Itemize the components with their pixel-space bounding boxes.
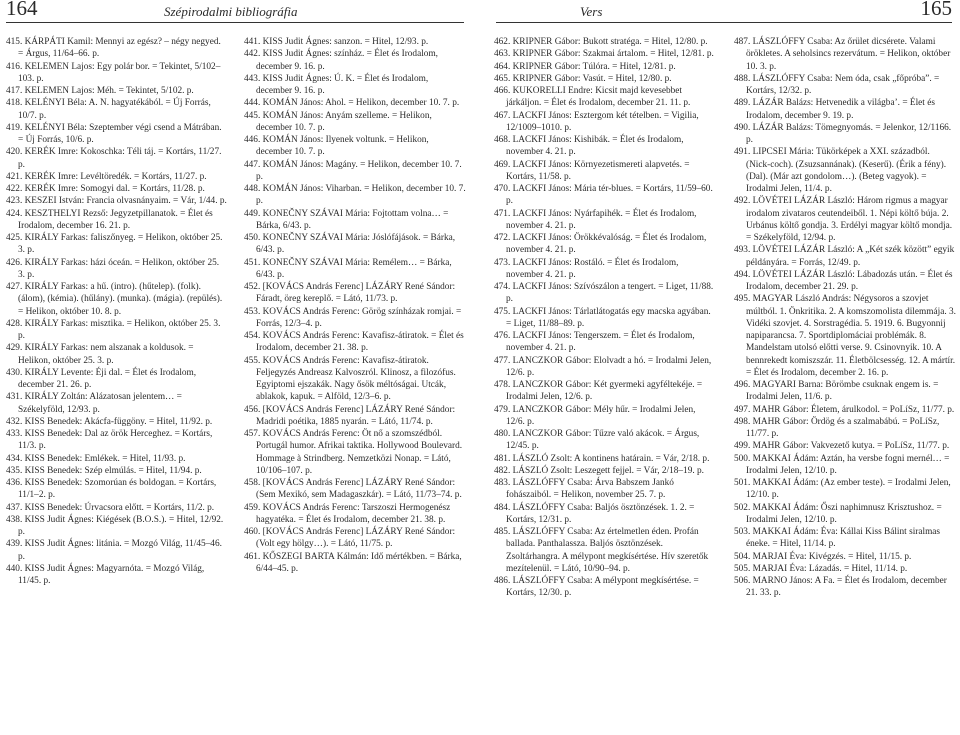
bibliography-entry: 422. KERÉK Imre: Somogyi dal. = Kortárs, 11/28. p. bbox=[6, 184, 205, 194]
bibliography-entry: 415. KÁRPÁTI Kamil: Mennyi az egész? – négy negyed. = Árgus, 11/64–66. p. bbox=[6, 37, 221, 60]
bibliography-entry: 448. KOMÁN János: Viharban. = Helikon, december 10. 7. p. bbox=[244, 184, 466, 207]
bibliography-entry: 500. MAKKAI Ádám: Aztán, ha versbe fogni mernél… = Irodalmi Jelen, 12/10. p. bbox=[734, 453, 950, 476]
bibliography-entry: 485. LÁSZLÓFFY Csaba: Az értelmetlen éden. Profán ballada. Panthalassza. Baljós ösztönzések. Zsoltárhangra. A mélypont megkísértése. Hív szeretők mezítelenül. = Látó, 10/90–94. p. bbox=[494, 527, 709, 574]
bibliography-entry: 458. [KOVÁCS András Ferenc] LÁZÁRY René Sándor: (Sem Mexikó, sem Madagaszkár). = Látó, 11/73–74. p. bbox=[244, 478, 462, 501]
bibliography-entry: 428. KIRÁLY Farkas: misztika. = Helikon, október 25. 3. p. bbox=[6, 318, 221, 341]
bibliography-entry: 421. KERÉK Imre: Levéltöredék. = Kortárs, 11/27. p. bbox=[6, 171, 207, 182]
right-page-number: 165 bbox=[920, 0, 952, 20]
bibliography-entry: 417. KELEMEN Lajos: Méh. = Tekintet, 5/102. p. bbox=[6, 86, 194, 96]
bibliography-entry: 477. LANCZKOR Gábor: Elolvadt a hó. = Irodalmi Jelen, 12/6. p. bbox=[494, 355, 712, 378]
bibliography-entry: 489. LÁZÁR Balázs: Hetvenedik a világba’. = Élet és Irodalom, december 9. 19. p. bbox=[734, 98, 935, 121]
bibliography-entry: 437. KISS Benedek: Úrvacsora előtt. = Kortárs, 11/2. p. bbox=[6, 502, 215, 513]
bibliography-entry: 474. LACKFI János: Szívószálon a tengert. = Liget, 11/88. p. bbox=[494, 282, 714, 305]
bibliography-entry: 502. MAKKAI Ádám: Őszi naphimnusz Krisztushoz. = Irodalmi Jelen, 12/10. p. bbox=[734, 502, 942, 525]
bibliography-entry: 420. KERÉK Imre: Kokoschka: Téli táj. = Kortárs, 11/27. p. bbox=[6, 147, 222, 170]
bibliography-entry: 470. LACKFI János: Mária tér-blues. = Kortárs, 11/59–60. p. bbox=[494, 184, 713, 207]
bibliography-entry: 444. KOMÁN János: Ahol. = Helikon, december 10. 7. p. bbox=[244, 98, 460, 109]
left-page-number: 164 bbox=[6, 0, 38, 20]
bibliography-entry: 431. KIRÁLY Zoltán: Alázatosan jelentem… = Székelyföld, 12/93. p. bbox=[6, 392, 182, 415]
bibliography-entry: 498. MAHR Gábor: Ördög és a szalmabábú. = PoLíSz, 11/77. p. bbox=[734, 416, 940, 439]
bibliography-entry: 492. LÖVÉTEI LÁZÁR László: Három rigmus a magyar irodalom zivataros ceutendeiből. 1. Népi költő búja. 2. Urbánus költő gondja. 3. Erdélyi magyar költő mondja. = Székelyföld, 12/94. p. bbox=[734, 196, 953, 243]
bibliography-entry: 418. KELÉNYI Béla: A. N. hagyatékából. = Új Forrás, 10/7. p. bbox=[6, 98, 211, 121]
bibliography-entry: 475. LACKFI János: Tárlatlátogatás egy macska agyában. = Liget, 11/88–89. p. bbox=[494, 306, 711, 329]
bibliography-entry: 496. MAGYARI Barna: Börömbe csuknak engem is. = Irodalmi Jelen, 11/6. p. bbox=[734, 380, 939, 403]
bibliography-entry: 435. KISS Benedek: Szép elmúlás. = Hitel, 11/94. p. bbox=[6, 465, 202, 476]
bibliography-entry: 478. LANCZKOR Gábor: Két gyermeki agyféltekéje. = Irodalmi Jelen, 12/6. p. bbox=[494, 380, 703, 403]
bibliography-entry: 467. LACKFI János: Esztergom két tételben. = Vigilia, 12/1009–1010. p. bbox=[494, 110, 699, 133]
bibliography-entry: 476. LACKFI János: Tengerszem. = Élet és Irodalom, november 4. 21. p. bbox=[494, 331, 695, 354]
right-running-title: Vers bbox=[580, 4, 603, 19]
left-column-1 bbox=[6, 36, 228, 587]
bibliography-entry: 490. LÁZÁR Balázs: Tömegnyomás. = Jelenkor, 12/1166. p. bbox=[734, 122, 952, 145]
bibliography-entry: 495. MAGYAR László András: Négysoros a szovjet múltból. 1. Önkritika. 2. A komszomolista dilemmája. 3. Vidéki szovjet. 4. Sorstragédia. 5. 1919. 6. Bugyonnij napiparancsa. 7. Sportdiplomáciai problémák. 8. Mandelstam utolsó előtti verse. 9. Csinovnyik. 10. A bennrekedt komiszszár. 11. Életbölcsesség. 12. A mártír. = Élet és Irodalom, december 2. 16. p. bbox=[734, 294, 956, 378]
bibliography-entry: 464. KRIPNER Gábor: Túlóra. = Hitel, 12/81. p. bbox=[494, 61, 676, 72]
bibliography-entry: 486. LÁSZLÓFFY Csaba: A mélypont megkísértése. = Kortárs, 12/30. p. bbox=[494, 576, 699, 599]
bibliography-entry: 461. KŐSZEGI BARTA Kálmán: Idő mértékben. = Bárka, 6/44–45. p. bbox=[244, 551, 462, 574]
left-page-header bbox=[6, 0, 464, 23]
bibliography-entry: 438. KISS Judit Ágnes: Kiégések (B.O.S.). = Hitel, 12/92. p. bbox=[6, 514, 224, 537]
bibliography-entry: 449. KONEČNY SZÁVAI Mária: Fojtottam volna… = Bárka, 6/43. p. bbox=[244, 208, 449, 231]
bibliography-entry: 468. LACKFI János: Kishibák. = Élet és Irodalom, november 4. 21. p. bbox=[494, 135, 684, 158]
left-column-2 bbox=[244, 36, 466, 575]
bibliography-entry: 454. KOVÁCS András Ferenc: Kavafisz-átiratok. = Élet és Irodalom, december 21. 38. p. bbox=[244, 331, 464, 354]
bibliography-entry: 447. KOMÁN János: Magány. = Helikon, december 10. 7. p. bbox=[244, 159, 462, 182]
bibliography-entry: 465. KRIPNER Gábor: Vasút. = Hitel, 12/80. p. bbox=[494, 73, 672, 84]
bibliography-entry: 503. MAKKAI Ádám: Éva: Kállai Kiss Bálint siralmas éneke. = Hitel, 11/14. p. bbox=[734, 527, 941, 550]
bibliography-entry: 446. KOMÁN János: Ilyenek voltunk. = Helikon, december 10. 7. p. bbox=[244, 135, 429, 158]
bibliography-entry: 429. KIRÁLY Farkas: nem alszanak a koldusok. = Helikon, október 25. 3. p. bbox=[6, 343, 194, 366]
bibliography-entry: 499. MAHR Gábor: Vakvezető kutya. = PoLíSz, 11/77. p. bbox=[734, 441, 950, 452]
bibliography-entry: 455. KOVÁCS András Ferenc: Kavafisz-átiratok. Feljegyzés Andreasz Kalvoszról. Klinosz, a filozófus. Egyiptomi ejszakák. Nagy ősök méltóságai. Utcák, ablakok, kapuk. = Alföld, 12/3–6. p. bbox=[244, 355, 456, 403]
bibliography-entry: 440. KISS Judit Ágnes: Magyarnóta. = Mozgó Világ, 11/45. p. bbox=[6, 563, 205, 586]
bibliography-entry: 434. KISS Benedek: Emlékek. = Hitel, 11/93. p. bbox=[6, 453, 186, 464]
bibliography-entry: 479. LANCZKOR Gábor: Mély hűr. = Irodalmi Jelen, 12/6. p. bbox=[494, 404, 696, 427]
bibliography-entry: 484. LÁSZLÓFFY Csaba: Baljós ösztönzések. 1. 2. = Kortárs, 12/31. p. bbox=[494, 502, 695, 525]
bibliography-entry: 494. LÖVÉTEI LÁZÁR László: Lábadozás után. = Élet és Irodalom, december 21. 29. p. bbox=[734, 269, 953, 292]
right-page-header bbox=[496, 0, 952, 23]
bibliography-entry: 419. KELÉNYI Béla: Szeptember végi csend a Mátrában. = Új Forrás, 10/6. p. bbox=[6, 122, 222, 145]
bibliography-entry: 450. KONEČNY SZÁVAI Mária: Jóslófájások. = Bárka, 6/43. p. bbox=[244, 233, 456, 256]
bibliography-entry: 488. LÁSZLÓFFY Csaba: Nem óda, csak „főpróba”. = Kortárs, 12/32. p. bbox=[734, 73, 940, 96]
left-running-title: Szépirodalmi bibliográfia bbox=[164, 4, 298, 19]
bibliography-entry: 424. KESZTHELYI Rezső: Jegyzetpillanatok. = Élet és Irodalom, december 16. 21. p. bbox=[6, 208, 213, 231]
right-page bbox=[488, 0, 960, 735]
bibliography-entry: 481. LÁSZLÓ Zsolt: A kontinens határain. = Vár, 2/18. p. bbox=[494, 453, 710, 464]
bibliography-entry: 505. MARJAI Éva: Lázadás. = Hitel, 11/14. p. bbox=[734, 563, 908, 574]
bibliography-entry: 463. KRIPNER Gábor: Szakmai ártalom. = Hitel, 12/81. p. bbox=[494, 49, 714, 60]
bibliography-entry: 459. KOVÁCS András Ferenc: Tarszoszi Hermogenész hagyatéka. = Élet és Irodalom, december 21. 38. p. bbox=[244, 502, 451, 525]
bibliography-entry: 469. LACKFI János: Környezetismereti alapvetés. = Kortárs, 11/58. p. bbox=[494, 159, 690, 182]
bibliography-entry: 456. [KOVÁCS András Ferenc] LÁZÁRY René Sándor: Madridi poétika, 1885 nyarán. = Látó, 11/74. p. bbox=[244, 404, 456, 427]
bibliography-entry: 445. KOMÁN János: Anyám szelleme. = Helikon, december 10. 7. p. bbox=[244, 110, 432, 133]
bibliography-entry: 504. MARJAI Éva: Kivégzés. = Hitel, 11/15. p. bbox=[734, 551, 912, 562]
bibliography-entry: 426. KIRÁLY Farkas: házi óceán. = Helikon, október 25. 3. p. bbox=[6, 257, 220, 280]
bibliography-entry: 439. KISS Judit Ágnes: litánia. = Mozgó Világ, 11/45–46. p. bbox=[6, 539, 222, 562]
bibliography-entry: 427. KIRÁLY Farkas: a hű. (intro). (hűtelep). (folk). (álom), (kémia). (hűlány). (munka). (mágia). (repülés). = Helikon, október 10. 8. p. bbox=[6, 282, 223, 317]
bibliography-entry: 501. MAKKAI Ádám: (Az ember teste). = Irodalmi Jelen, 12/10. p. bbox=[734, 478, 951, 501]
bibliography-entry: 442. KISS Judit Ágnes: színház. = Élet és Irodalom, december 9. 16. p. bbox=[244, 49, 438, 72]
left-page bbox=[0, 0, 472, 735]
bibliography-entry: 506. MARNO János: A Fa. = Élet és Irodalom, december 21. 33. p. bbox=[734, 576, 947, 599]
bibliography-entry: 436. KISS Benedek: Szomorúan és boldogan. = Kortárs, 11/1–2. p. bbox=[6, 478, 217, 501]
bibliography-entry: 471. LACKFI János: Nyárfapihék. = Élet és Irodalom, november 4. 21. p. bbox=[494, 208, 697, 231]
bibliography-entry: 453. KOVÁCS András Ferenc: Görög színházak romjai. = Forrás, 12/3–4. p. bbox=[244, 306, 462, 329]
right-column-2 bbox=[734, 36, 956, 600]
bibliography-entry: 416. KELEMEN Lajos: Egy polár bor. = Tekintet, 5/102–103. p. bbox=[6, 61, 221, 84]
bibliography-entry: 482. LÁSZLÓ Zsolt: Leszegett fejjel. = Vár, 2/18–19. p. bbox=[494, 465, 704, 476]
bibliography-entry: 493. LÖVÉTEI LÁZÁR László: A „Két szék között” egyik példányára. = Forrás, 12/49. p. bbox=[734, 245, 955, 268]
bibliography-entry: 487. LÁSZLÓFFY Csaba: Az őrület dicsérete. Valami örökletes. A seholsincs rezervátum. = Helikon, október 10. 3. p. bbox=[734, 37, 951, 72]
bibliography-entry: 423. KESZEI István: Francia olvasnányaim. = Vár, 1/44. p. bbox=[6, 196, 227, 207]
bibliography-entry: 441. KISS Judit Ágnes: sanzon. = Hitel, 12/93. p. bbox=[244, 37, 429, 47]
bibliography-entry: 460. [KOVÁCS András Ferenc] LÁZÁRY René Sándor: (Volt egy hölgy…). = Látó, 11/75. p. bbox=[244, 527, 456, 550]
right-column-1 bbox=[494, 36, 716, 600]
bibliography-entry: 483. LÁSZLÓFFY Csaba: Árva Babszem Jankó fohászaiból. = Helikon, november 25. 7. p. bbox=[494, 478, 674, 501]
bibliography-entry: 430. KIRÁLY Levente: Éji dal. = Élet és Irodalom, december 21. 26. p. bbox=[6, 367, 197, 390]
bibliography-entry: 433. KISS Benedek: Dal az örök Herceghez. = Kortárs, 11/3. p. bbox=[6, 429, 213, 452]
bibliography-entry: 462. KRIPNER Gábor: Bukott stratéga. = Hitel, 12/80. p. bbox=[494, 37, 708, 47]
bibliography-entry: 443. KISS Judit Ágnes: Ú. K. = Élet és Irodalom, december 9. 16. p. bbox=[244, 73, 429, 96]
bibliography-entry: 480. LANCZKOR Gábor: Tűzre való akácok. = Árgus, 12/45. p. bbox=[494, 429, 700, 452]
bibliography-entry: 432. KISS Benedek: Akácfa-függöny. = Hitel, 11/92. p. bbox=[6, 416, 213, 427]
bibliography-entry: 491. LIPCSEI Mária: Tükörképek a XXI. századból. (Nick-coch). (Zsuzsannának). (Keserű). (Érik a fény). (Dal). (Már azt gondolom…). (Beteg vagyok). = Irodalmi Jelen, 11/4. p. bbox=[734, 147, 947, 194]
bibliography-entry: 466. KUKORELLI Endre: Kicsit majd kevesebbet járkáljon. = Élet és Irodalom, december 21. 11. p. bbox=[494, 86, 691, 109]
bibliography-entry: 425. KIRÁLY Farkas: faliszőnyeg. = Helikon, október 25. 3. p. bbox=[6, 233, 223, 256]
bibliography-entry: 497. MAHR Gábor: Életem, árulkodol. = PoLíSz, 11/77. p. bbox=[734, 404, 955, 415]
bibliography-entry: 457. KOVÁCS András Ferenc: Öt nő a szomszédból. Portugál humor. Afrikai taktika. Hollywood Boulevard. Hommage à Strindberg. Nemzetközi Nonap. = Látó, 10/106–107. p. bbox=[244, 429, 463, 476]
bibliography-entry: 451. KONEČNY SZÁVAI Mária: Remélem… = Bárka, 6/43. p. bbox=[244, 257, 452, 280]
bibliography-entry: 452. [KOVÁCS András Ferenc] LÁZÁRY René Sándor: Fáradt, öreg kerepl‍ő. = Látó, 11/73. p. bbox=[244, 282, 456, 305]
bibliography-entry: 472. LACKFI János: Örökkévalóság. = Élet és Irodalom, november 4. 21. p. bbox=[494, 233, 707, 256]
bibliography-entry: 473. LACKFI János: Rostáló. = Élet és Irodalom, november 4. 21. p. bbox=[494, 257, 679, 280]
